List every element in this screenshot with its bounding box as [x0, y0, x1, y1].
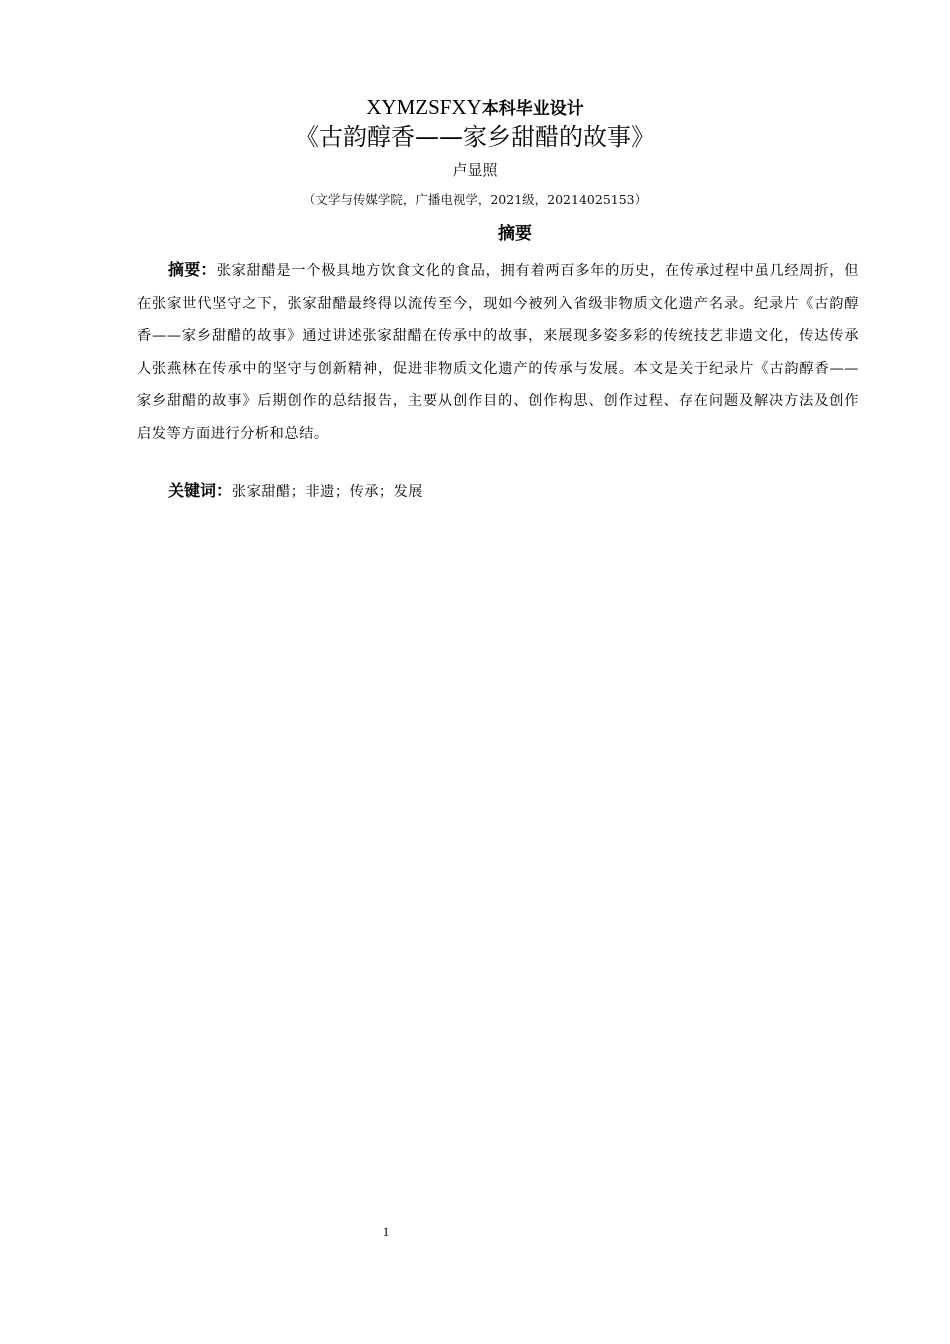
- abstract-label: 摘要：: [168, 260, 217, 279]
- keywords-label: 关键词：: [168, 481, 233, 500]
- keywords-text: 张家甜醋；非遗；传承；发展: [232, 484, 423, 500]
- abstract-paragraph: [137, 254, 859, 450]
- keywords-line: [168, 477, 423, 506]
- document-type: 本科毕业设计: [481, 99, 584, 119]
- document-header: [0, 94, 950, 122]
- thesis-title: 《古韵醇香——家乡甜醋的故事》: [295, 123, 655, 151]
- page-number: 1: [382, 1224, 390, 1239]
- author-affiliation: （文学与传媒学院，广播电视学，2021级，20214025153）: [302, 192, 648, 207]
- abstract-text: 张家甜醋是一个极具地方饮食文化的食品，拥有着两百多年的历史，在传承过程中虽几经周折，但在张家世代坚守之下，张家甜醋最终得以流传至今，现如今被列入省级非物质文化遗产名录。纪录片《古韵醇香——家乡甜醋的故事》通过讲述张家甜醋在传承中的故事，来展现多姿多彩的传统技艺非遗文化，传达传承人张燕林在传承中的坚守与创新精神，促进非物质文化遗产的传承与发展。本文是关于纪录片《古韵醇香——家乡甜醋的故事》后期创作的总结报告，主要从创作目的、创作构思、创作过程、存在问题及解决方法及创作启发等方面进行分析和总结。: [137, 263, 859, 442]
- school-code: XYMZSFXY: [366, 95, 482, 119]
- author-name: 卢显照: [452, 161, 498, 179]
- abstract-heading: 摘要: [498, 224, 532, 244]
